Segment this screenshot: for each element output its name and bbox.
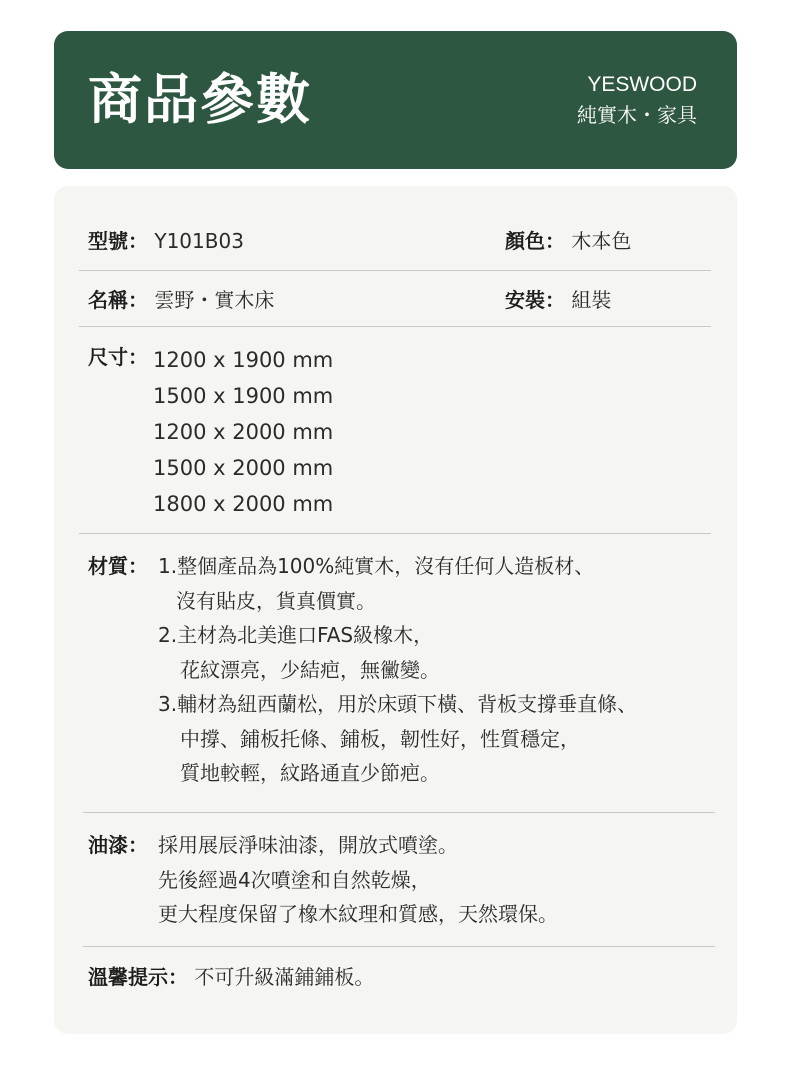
name-row <box>88 286 274 314</box>
material-text <box>158 549 637 791</box>
model-value: Y101B03 <box>154 229 244 253</box>
divider <box>83 812 715 813</box>
page-title: 商品參數 <box>88 68 312 131</box>
color-label: 顏色： <box>505 229 565 253</box>
size-item: 1800 x 2000 mm <box>153 492 334 516</box>
paint-text <box>158 828 558 932</box>
spec-card <box>54 186 737 1034</box>
divider <box>79 270 711 271</box>
divider <box>79 326 711 327</box>
size-item: 1500 x 1900 mm <box>153 384 334 408</box>
paint-line: 採用展辰淨味油漆，開放式噴塗。 <box>158 833 458 857</box>
size-label: 尺寸： <box>88 345 148 369</box>
material-line: 1.整個產品為100%純實木，沒有任何人造板材、 <box>158 554 595 578</box>
color-row <box>505 227 631 255</box>
material-line: 質地較輕，紋路通直少節疤。 <box>180 761 440 785</box>
size-item: 1500 x 2000 mm <box>153 456 334 480</box>
name-label: 名稱： <box>88 288 148 312</box>
model-row <box>88 227 244 255</box>
name-value: 雲野・實木床 <box>154 288 275 312</box>
material-line: 中撐、鋪板托條、鋪板，韌性好，性質穩定， <box>180 726 580 751</box>
material-line: 沒有貼皮，貨真價實。 <box>176 588 376 613</box>
tip-label: 溫馨提示： <box>88 965 188 989</box>
install-row <box>505 286 611 314</box>
tip-value: 不可升級滿鋪鋪板。 <box>194 965 375 989</box>
material-line: 2.主材為北美進口FAS級橡木， <box>158 623 434 647</box>
paint-label: 油漆： <box>88 833 148 857</box>
divider <box>83 946 715 947</box>
size-list <box>153 342 333 522</box>
paint-line: 更大程度保留了橡木紋理和質感，天然環保。 <box>158 902 558 926</box>
size-item: 1200 x 2000 mm <box>153 420 334 444</box>
brand-block <box>577 71 697 131</box>
brand-tagline: 純實木・家具 <box>577 103 697 127</box>
material-line: 3.輔材為紐西蘭松，用於床頭下橫、背板支撐垂直條、 <box>158 692 638 716</box>
material-label: 材質： <box>88 554 148 578</box>
size-item: 1200 x 1900 mm <box>153 348 334 372</box>
brand-name: YESWOOD <box>587 73 697 96</box>
install-label: 安裝： <box>505 288 565 312</box>
install-value: 組裝 <box>571 288 612 312</box>
model-label: 型號： <box>88 229 148 253</box>
divider <box>79 533 711 534</box>
color-value: 木本色 <box>571 229 632 253</box>
material-line: 花紋漂亮，少結疤，無黴變。 <box>180 657 440 682</box>
header-banner <box>54 31 737 169</box>
paint-line: 先後經過4次噴塗和自然乾燥， <box>158 867 431 892</box>
tip-row <box>88 963 374 991</box>
